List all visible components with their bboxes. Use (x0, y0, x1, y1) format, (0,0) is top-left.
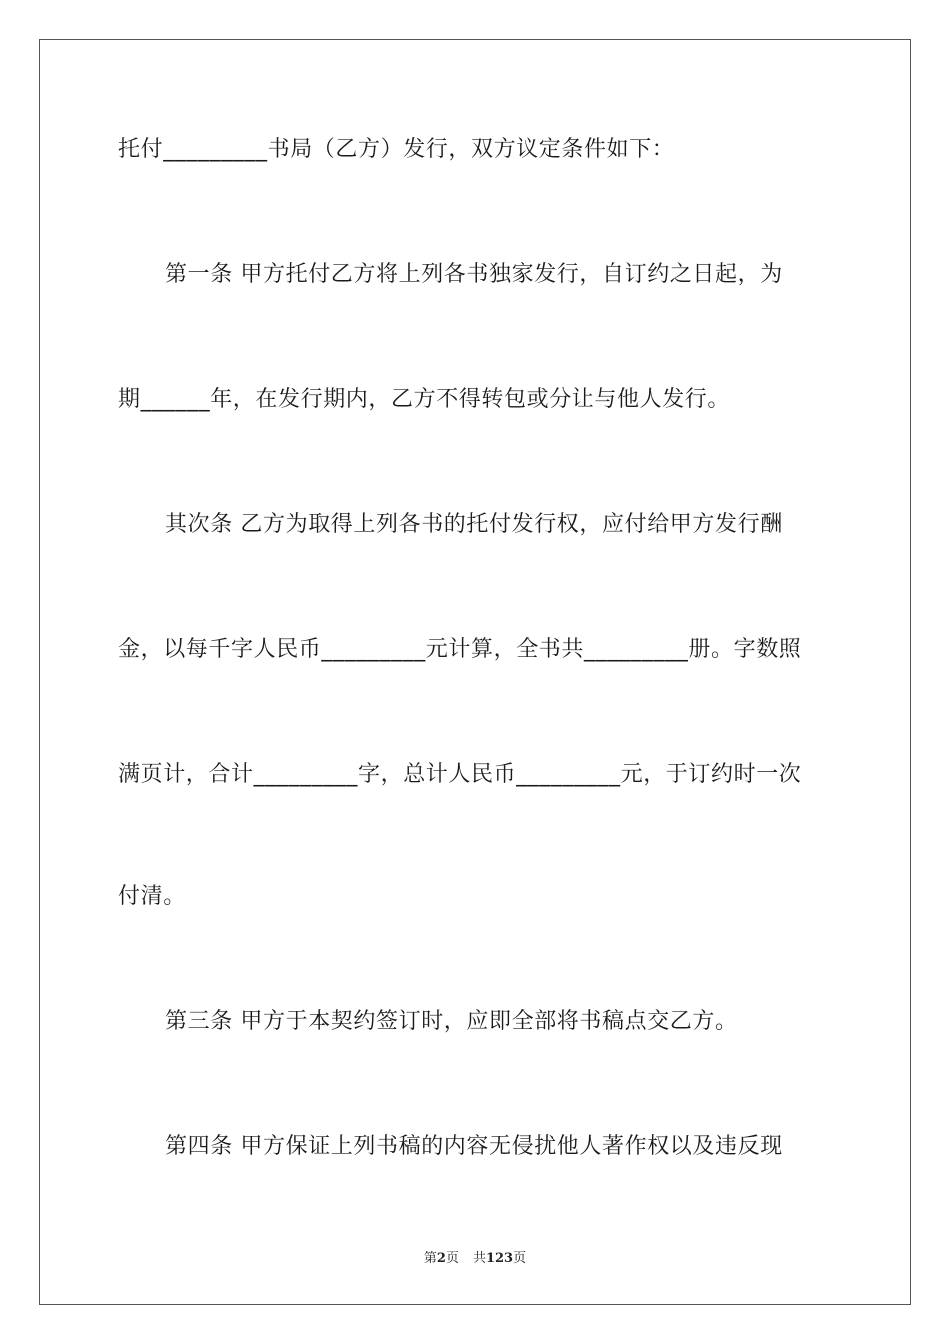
total-prefix: 共 (472, 1251, 486, 1266)
text-line-3: 期______年，在发行期内，乙方不得转包或分让与他人发行。 (118, 387, 731, 412)
page-footer (0, 1247, 950, 1266)
total-pages: 123 (485, 1251, 514, 1266)
page-suffix: 页 (445, 1251, 459, 1266)
text-line-6: 满页计，合计_________字，总计人民币_________元，于订约时一次 (118, 762, 802, 787)
text-line-7: 付清。 (118, 884, 186, 909)
text-line-4: 其次条 乙方为取得上列各书的托付发行权，应付给甲方发行酬 (165, 512, 783, 537)
text-line-5: 金，以每千字人民币_________元计算，全书共_________册。字数照 (118, 637, 802, 662)
page-border (39, 39, 911, 1305)
page-number: 2 (436, 1251, 446, 1266)
text-line-2: 第一条 甲方托付乙方将上列各书独家发行，自订约之日起，为 (165, 262, 783, 287)
text-line-9: 第四条 甲方保证上列书稿的内容无侵扰他人著作权以及违反现 (165, 1134, 783, 1159)
page-prefix: 第 (423, 1251, 437, 1266)
total-suffix: 页 (513, 1251, 527, 1266)
text-line-1: 托付_________书局（乙方）发行，双方议定条件如下： (118, 137, 675, 162)
text-line-8: 第三条 甲方于本契约签订时，应即全部将书稿点交乙方。 (165, 1009, 738, 1034)
